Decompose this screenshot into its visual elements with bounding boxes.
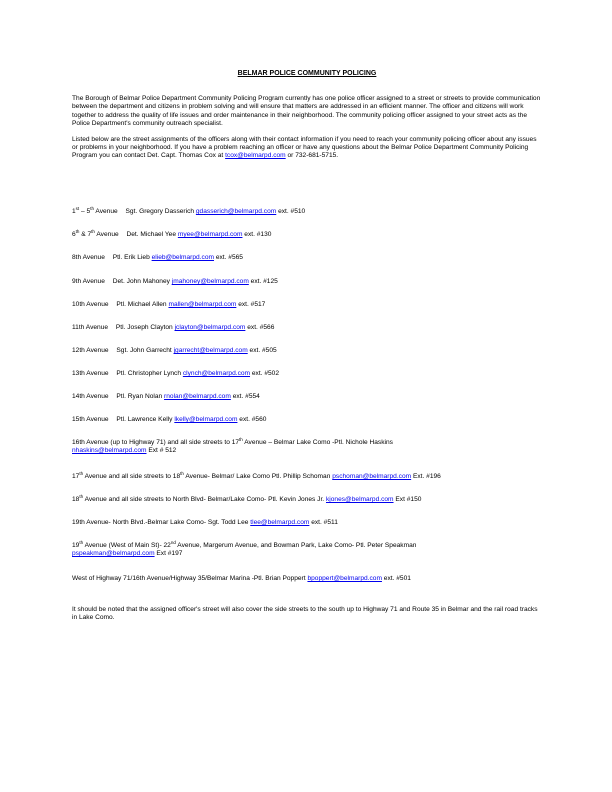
street-label: 11th Avenue [72,324,109,331]
officer-extension: ext. #510 [278,208,306,215]
officer-extension: Ext #150 [395,496,422,503]
officer-email-link[interactable]: tlee@belmarpd.com [250,519,310,526]
street-label: 8th Avenue [72,254,105,261]
street-label: 14th Avenue [72,393,109,400]
assignment-row-18th [72,496,542,504]
page-title: BELMAR POLICE COMMUNITY POLICING [237,70,377,77]
officer-extension: ext. #501 [383,575,411,582]
contact-paragraph [72,136,542,161]
street-label: 15th Avenue [72,416,109,423]
street-label: Avenue and all side streets to 18 [83,473,181,480]
street-label: 6 [72,231,76,238]
street-suffix: th [75,229,80,234]
street-suffix: th [91,229,95,234]
assignment-row [72,393,542,401]
officer-email-link[interactable]: jgarrecht@belmarpd.com [173,347,248,354]
officer-email-link[interactable]: pspeakman@belmarpd.com [72,550,155,558]
street-suffix: nd [170,540,176,545]
contact-email-link[interactable]: tcox@belmarpd.com [225,152,286,160]
officer-email-link[interactable]: nhaskins@belmarpd.com [72,447,147,455]
street-suffix: th [79,494,84,499]
officer-email-link[interactable]: jclayton@belmarpd.com [174,324,246,331]
contact-tail: or 732-681-5715. [287,152,339,160]
officer-extension: ext. #130 [244,231,272,238]
assignment-row [72,231,542,239]
document-page [72,70,542,169]
officer-email-link[interactable]: bpoppert@belmarpd.com [307,575,382,582]
street-label: 1 [72,208,76,215]
officer-email-link[interactable]: gdasserich@belmarpd.com [195,208,277,215]
officer-extension: ext. #511 [311,519,338,526]
officer-description: Avenue – Belmar Lake Como -Ptl. Nichole Haskins [242,439,393,446]
officer-extension: ext. #517 [238,301,266,308]
assignment-row [72,254,542,262]
street-label: 9th Avenue [72,278,105,285]
closing-paragraph: It should be noted that the assigned officer's street will also cover the side streets to the south up to Highway 71 and Route 35 in Belmar and the rail road tracks in Lake Como. [72,606,538,622]
street-suffix: th [239,437,243,442]
officer-extension: Ext #197 [156,550,183,558]
street-range: – 5 [79,208,91,215]
officer-email-link[interactable]: pschoman@belmarpd.com [332,473,412,480]
officer-extension: ext. #505 [249,347,277,354]
officer-description: Avenue and all side streets to North Blvd- Belmar/Lake Como- Ptl. Kevin Jones Jr. [83,496,325,503]
assignment-row-west [72,575,542,583]
street-label: 12th Avenue [72,347,109,354]
officer-name: Ptl. Lawrence Kelly [116,416,173,423]
officer-extension: ext. #502 [251,370,280,377]
officer-email-link[interactable]: elieb@belmarpd.com [151,254,214,261]
street-suffix: th [180,471,184,476]
officer-email-link[interactable]: rnolan@belmarpd.com [164,393,231,400]
officer-description: Avenue- Belmar/ Lake Como Ptl. Phillip Schoman [183,473,331,480]
assignment-row [72,301,542,309]
street-suffix: th [90,206,94,211]
officer-name: Ptl. Ryan Nolan [116,393,163,400]
assignment-row [72,370,542,378]
street-label: 19 [72,542,80,549]
street-label: 10th Avenue [72,301,109,308]
officer-extension: ext. #565 [215,254,243,261]
assignment-row-17th [72,473,542,481]
street-range: & 7 [79,231,92,238]
assignment-row [72,416,542,424]
officer-email-link[interactable]: clynch@belmarpd.com [182,370,251,377]
officer-name: Sgt. Gregory Dasserich [125,208,195,215]
officer-email-link[interactable]: jmahoney@belmarpd.com [171,278,249,285]
street-suffix: th [79,471,84,476]
officer-name: Det. John Mahoney [112,278,170,285]
officer-extension: ext. #560 [239,416,267,423]
officer-email-link[interactable]: lkelly@belmarpd.com [174,416,238,423]
street-label: Avenue [94,231,119,238]
officer-name: Ptl. Erik Lieb [112,254,150,261]
officer-description: West of Highway 71/16th Avenue/Highway 35/Belmar Marina -Ptl. Brian Poppert [72,575,306,582]
assignment-row-19th-west [72,542,542,558]
assignment-row [72,208,542,216]
street-label: 17 [72,473,80,480]
assignment-row-19th [72,519,542,527]
officer-extension: ext. #125 [250,278,278,285]
officer-name: Ptl. Christopher Lynch [116,370,182,377]
assignment-row [72,347,542,355]
officer-extension: Ext. #196 [412,473,441,480]
officer-description: 19th Avenue- North Blvd.-Belmar Lake Como- Sgt. Todd Lee [72,519,249,526]
officer-extension: ext. #566 [247,324,275,331]
intro-paragraph: The Borough of Belmar Police Department Community Policing Program currently has one police officer assigned to a street or streets to provide communication between the department and citizens in problem solving and will ensure that matters are addressed in an efficient manner. The officer and citizens will work together to address the quality of life issues and order maintenance in their neighborhood. The community policing officer assigned to your street acts as the Police Department's community outreach specialist. [72,95,541,127]
street-label: 16th Avenue (up to Highway 71) and all side streets to 17 [72,439,240,446]
assignment-row [72,278,542,286]
officer-email-link[interactable]: kjones@belmarpd.com [326,496,394,503]
street-label: Avenue [93,208,118,215]
street-label: 18 [72,496,80,503]
officer-email-link[interactable]: mallen@belmarpd.com [168,301,237,308]
officer-name: Sgt. John Garrecht [116,347,172,354]
street-suffix: th [79,540,84,545]
officer-extension: Ext # 512 [148,447,177,455]
officer-extension: ext. #554 [232,393,260,400]
assignment-row-16th [72,439,542,455]
officer-description: Avenue, Margerum Avenue, and Bowman Park, Lake Como- Ptl. Peter Speakman [175,542,417,549]
officer-email-link[interactable]: myee@belmarpd.com [177,231,243,238]
officer-name: Det. Michael Yee [126,231,176,238]
street-label: Avenue (West of Main St)- 22 [83,542,171,549]
street-label: 13th Avenue [72,370,109,377]
officer-name: Ptl. Joseph Clayton [115,324,173,331]
officer-name: Ptl. Michael Allen [116,301,167,308]
street-suffix: st [75,206,80,211]
assignment-row [72,324,542,332]
contact-text: Listed below are the street assignments of the officers along with their contact information if you need to reach your community policing officer about any issues or problems in your neighborhood. If you have a problem reaching an officer or have any questions about the Belmar Police Department Community Policing Program you can contact Det. Capt. Thomas Cox at [72,136,537,160]
